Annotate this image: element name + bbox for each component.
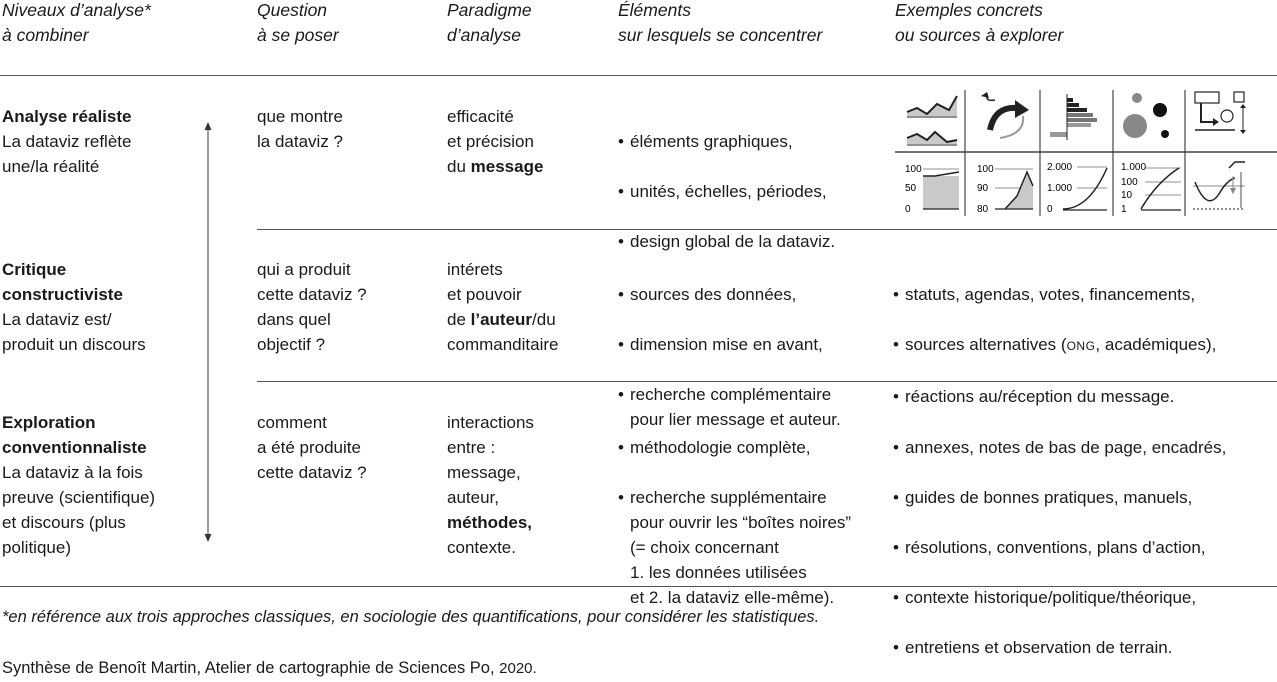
list-item: • dimension mise en avant, [618,332,841,357]
svg-text:1.000: 1.000 [1121,162,1147,173]
row2-examples [893,257,1216,434]
header-examples: Exemples concrets ou sources à explorer [895,0,1064,45]
row1-elements [618,104,835,279]
list-item: • guides de bonnes pratiques, manuels, [893,485,1226,510]
double-arrow-icon [203,122,213,542]
svg-text:0: 0 [1047,204,1053,215]
row3-title: Exploration conventionnaliste [2,413,147,457]
svg-text:2.000: 2.000 [1047,162,1073,173]
list-item: • entretiens et observation de terrain. [893,635,1226,660]
scale-chart-icon [905,164,959,215]
row2-question: qui a produit cette dataviz ? dans quel objectif ? [257,260,367,354]
row3-paradigm: interactions entre : message, auteur, méthodes, contexte. [447,413,534,557]
svg-text:80: 80 [977,204,989,215]
header-levels: Niveaux d’analyse* à combiner [2,0,151,45]
footnote: *en référence aux trois approches classiques, en sociologie des quantifications, pour considérer les statistiques. [2,608,820,626]
list-item: • annexes, notes de bas de page, encadrés, [893,435,1226,460]
svg-text:100: 100 [905,164,922,175]
row2-desc: La dataviz est/ produit un discours [2,310,146,354]
row3-question: comment a été produite cette dataviz ? [257,413,367,482]
svg-text:1.000: 1.000 [1047,183,1073,194]
row3-elements [618,410,851,635]
list-item: • sources alternatives (ONG, académiques), [893,332,1216,359]
line-chart-icon [907,96,957,145]
row3-examples [893,410,1226,682]
dataviz-examples-grid [895,90,1277,216]
bar-chart-icon [1050,94,1097,140]
linear-scale-icon [1047,162,1107,215]
svg-text:100: 100 [977,164,994,175]
curved-arrows-icon [981,92,1029,138]
row3-desc: La dataviz à la fois preuve (scientifique) et discours (plus politique) [2,463,156,557]
list-item: • design global de la dataviz. [618,229,835,254]
svg-text:1: 1 [1121,204,1127,215]
bubbles-icon [1123,93,1169,138]
svg-text:10: 10 [1121,190,1133,201]
svg-text:100: 100 [1121,177,1138,188]
log-scale-icon [1121,162,1181,215]
svg-text:90: 90 [977,183,989,194]
list-item: • statuts, agendas, votes, financements, [893,282,1216,307]
list-item: • recherche supplémentaire pour ouvrir les “boîtes noires” (= choix concernant 1. les données utilisées et 2. la dataviz elle-même). [618,485,851,610]
row2-level [2,257,146,357]
row3-level [2,410,155,560]
header-elements: Éléments sur lesquels se concentrer [618,0,823,45]
row1-question: que montre la dataviz ? [257,107,343,151]
credit: Synthèse de Benoît Martin, Atelier de cartographie de Sciences Po, 2020. [2,659,537,677]
header-question: Question à se poser [257,0,339,45]
rule-top [0,75,1277,76]
row1-paradigm: efficacité et précision du message [447,107,544,176]
row1-desc: La dataviz reflète une/la réalité [2,132,132,176]
list-item: • sources des données, [618,282,841,307]
header-paradigm: Paradigme d’analyse [447,0,532,45]
truncated-axis-icon [977,164,1033,215]
list-item: • unités, échelles, périodes, [618,179,835,204]
row1-level [2,104,131,179]
list-item: • éléments graphiques, [618,129,835,154]
row2-title: Critique constructiviste [2,260,123,304]
list-item: • contexte historique/politique/théorique, [893,585,1226,610]
list-item: • réactions au/réception du message. [893,384,1216,409]
svg-text:0: 0 [905,204,911,215]
flow-diagram-icon [1195,92,1246,134]
svg-text:50: 50 [905,183,917,194]
list-item: • méthodologie complète, [618,435,851,460]
row1-title: Analyse réaliste [2,107,132,126]
row2-paradigm: intérets et pouvoir de l’auteur/du commanditaire [447,260,559,354]
list-item: • résolutions, conventions, plans d’action, [893,535,1226,560]
list-item: • recherche complémentaire pour lier message et auteur. [618,382,841,432]
period-comparison-icon [1193,162,1245,209]
